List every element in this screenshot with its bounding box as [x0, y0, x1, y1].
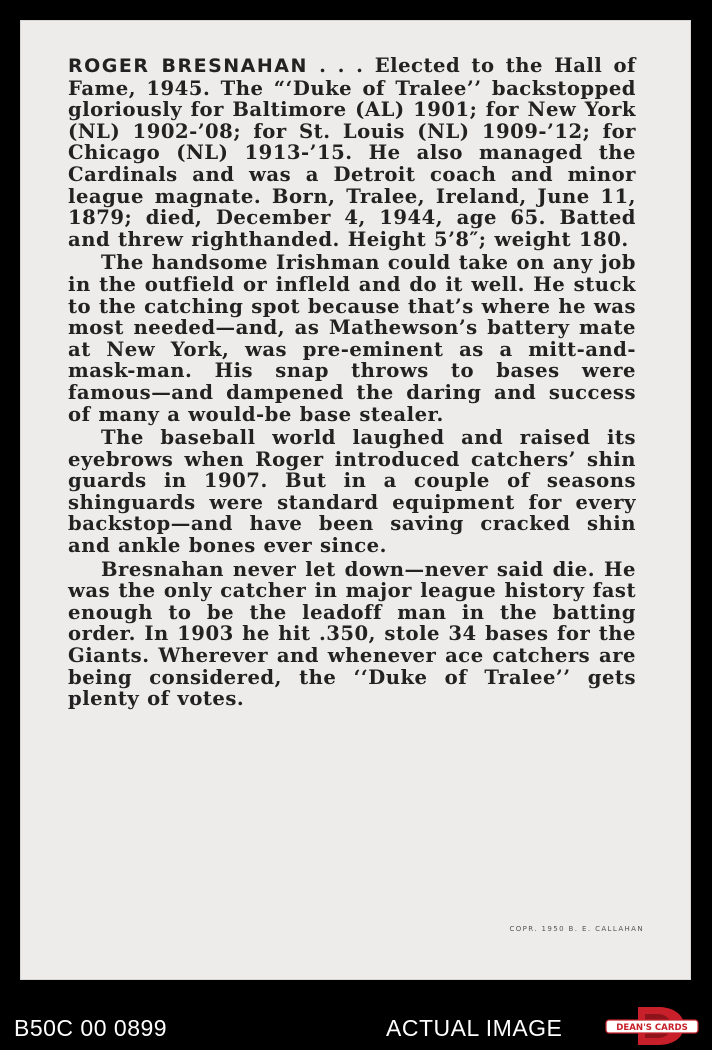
actual-image-label: ACTUAL IMAGE: [386, 1015, 563, 1041]
copyright-line: COPR. 1950 B. E. CALLAHAN: [509, 925, 644, 933]
card-back: [20, 20, 691, 980]
card-bio-text: [68, 55, 636, 710]
player-name: ROGER BRESNAHAN: [68, 55, 308, 77]
logo-text: DEAN'S CARDS: [616, 1023, 688, 1033]
bio-paragraph: The baseball world laughed and raised its eyebrows when Roger introduced catchers’ shin guards in 1907. But in a couple of seasons shinguards were standard equipment for every backstop—and have been saving cracked shin and ankle bones ever since.: [68, 426, 636, 558]
listing-footer: [0, 1000, 712, 1050]
deans-cards-logo-icon: [604, 1005, 700, 1047]
bio-paragraph: The handsome Irishman could take on any job in the outfield or infleld and do it well. He stuck to the catching spot because that’s where he was most needed—and, as Mathewson’s battery mate at New York, was pre-eminent as a mitt-and-mask-man. His snap throws to bases were famous—and dampened the daring and success of many a would-be base stealer.: [68, 251, 636, 426]
item-id: B50C 00 0899: [14, 1015, 168, 1041]
bio-lead-text: . . . Elected to the Hall of Fame, 1945. The “‘Duke of Tralee’’ backstopped gloriously for Baltimore (AL) 1901; for New York (NL) 1902-’08; for St. Louis (NL) 1909-’12; for Chicago (NL) 1913-’15. He also managed the Cardinals and was a Detroit coach and minor league magnate. Born, Tralee, Ireland, June 11, 1879; died, December 4, 1944, age 65. Batted and threw righthanded. Height 5’8″; weight 180.: [68, 54, 636, 251]
bio-lead-paragraph: [68, 55, 636, 250]
bio-paragraph: Bresnahan never let down—never said die. He was the only catcher in major league history fast enough to be the leadoff man in the batting order. In 1903 he hit .350, stole 34 bases for the Giants. Wherever and whenever ace catchers are being considered, the ‘‘Duke of Tralee’’ gets plenty of votes.: [68, 557, 636, 711]
